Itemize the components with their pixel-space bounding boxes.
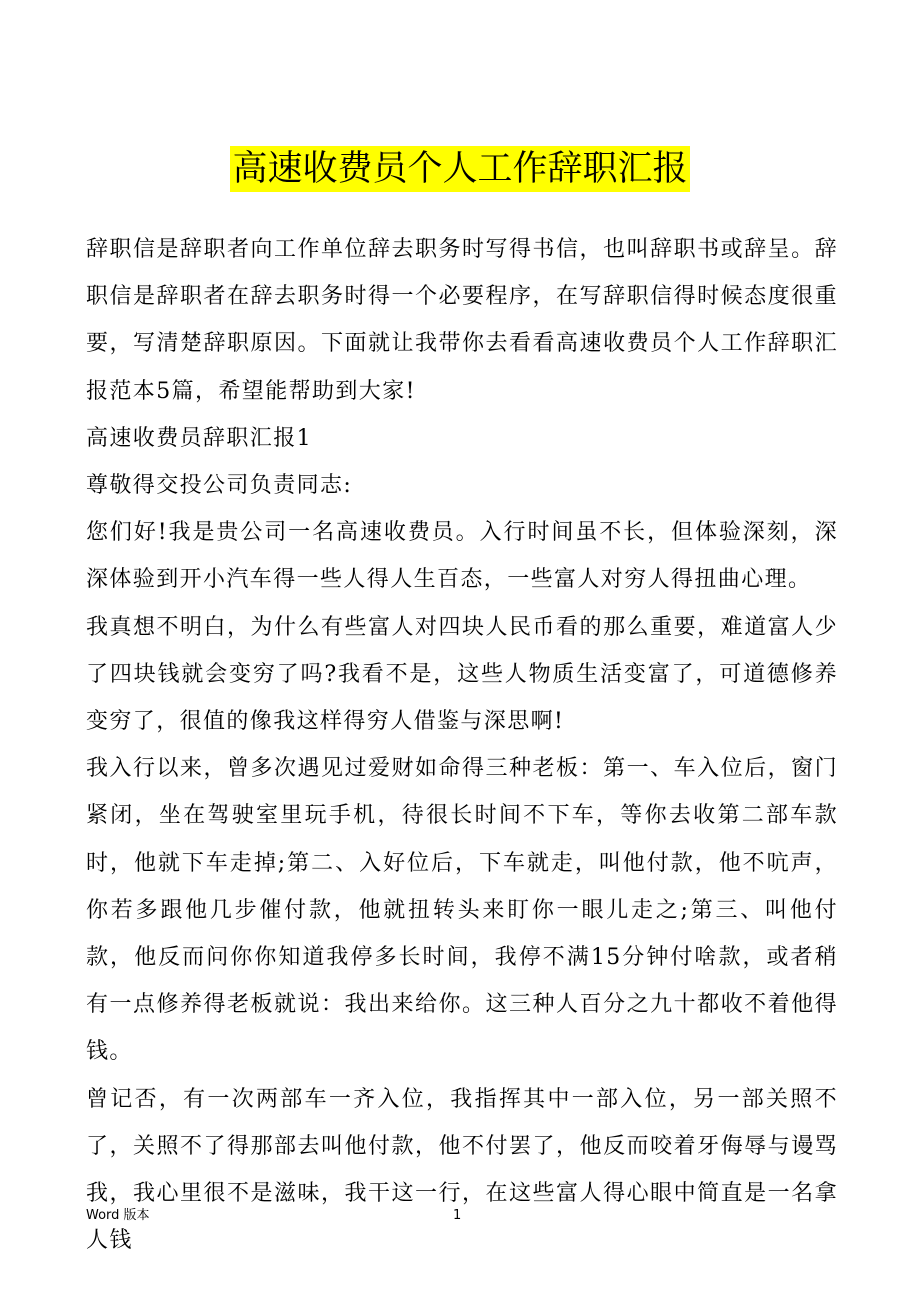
document-title: 高速收费员个人工作辞职汇报 <box>230 146 689 192</box>
paragraph-intro: 辞职信是辞职者向工作单位辞去职务时写得书信，也叫辞职书或辞呈。辞职信是辞职者在辞去职务时得一个必要程序，在写辞职信得时候态度很重要，写清楚辞职原因。下面就让我带你去看看高速收费员个人工作辞职汇报范本5篇，希望能帮助到大家! <box>86 237 838 404</box>
document-body <box>86 226 838 1264</box>
footer-label: Word 版本 <box>86 1208 150 1223</box>
paragraph: 我真想不明白，为什么有些富人对四块人民币看的那么重要，难道富人少了四块钱就会变穷了吗?我看不是，这些人物质生活变富了，可道德修养变穷了，很值的像我这样得穷人借鉴与深思啊! <box>86 614 838 735</box>
section-heading: 高速收费员辞职汇报1 <box>86 425 312 451</box>
paragraph: 曾记否，有一次两部车一齐入位，我指挥其中一部入位，另一部关照不了，关照不了得那部去叫他付款，他不付罢了，他反而咬着牙侮辱与谩骂我，我心里很不是滋味，我干这一行，在这些富人得心眼中简直是一名拿人钱 <box>86 1086 838 1254</box>
paragraph: 您们好!我是贵公司一名高速收费员。入行时间虽不长，但体验深刻，深深体验到开小汽车得一些人得人生百态，一些富人对穷人得扭曲心理。 <box>86 520 838 593</box>
title-container <box>0 146 920 192</box>
paragraph-salutation: 尊敬得交投公司负责同志: <box>86 473 353 499</box>
paragraph: 我入行以来，曾多次遇见过爱财如命得三种老板：第一、车入位后，窗门紧闭，坐在驾驶室里玩手机，待很长时间不下车，等你去收第二部车款时，他就下车走掉;第二、入好位后，下车就走，叫他付款，他不吭声，你若多跟他几步催付款，他就扭转头来盯你一眼儿走之;第三、叫他付款，他反而问你你知道我停多长时间，我停不满15分钟付啥款，或者稍有一点修养得老板就说：我出来给你。这三种人百分之九十都收不着他得钱。 <box>86 756 838 1065</box>
page-number: 1 <box>453 1208 462 1223</box>
